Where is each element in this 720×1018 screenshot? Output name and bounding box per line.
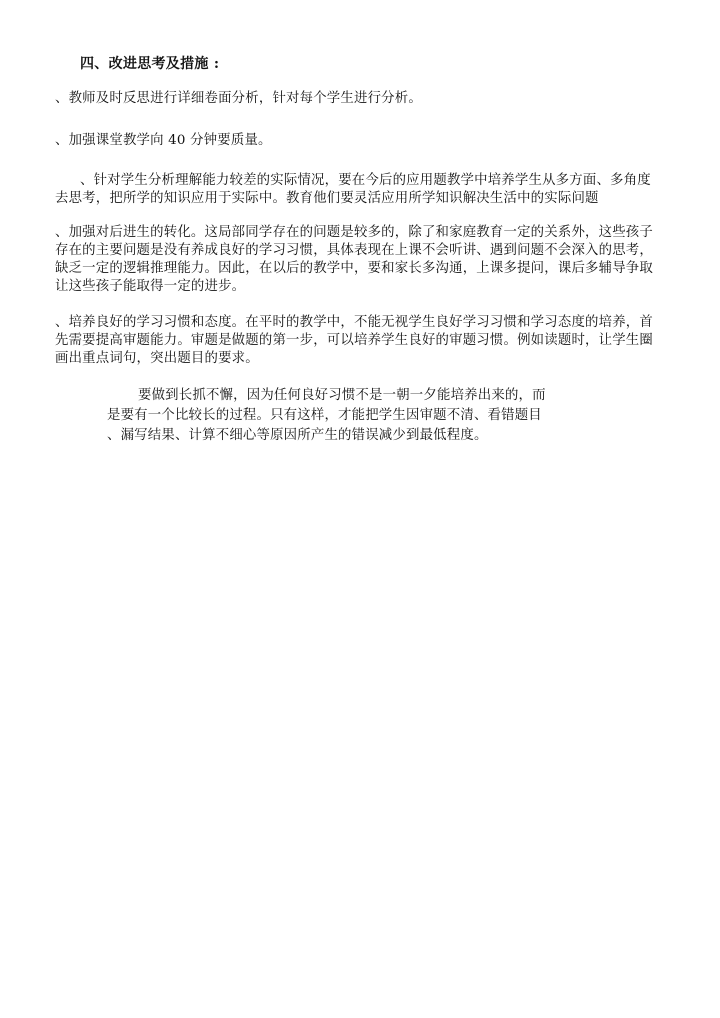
paragraph-line: 去思考，把所学的知识应用于实际中。教育他们要灵活应用所学知识解决生活中的实际问题 [55,191,599,206]
paragraph-line: 要做到长抓不懈，因为任何良好习惯不是一朝一夕能培养出来的，而 [138,388,546,403]
paragraph-classroom-quality: 、加强课堂教学向 40 分钟要质量。 [55,133,272,148]
section-heading: 四、改进思考及措施 : [80,56,220,72]
paragraph-line: 让这些孩子能取得一定的进步。 [55,279,246,294]
paragraph-line: 先需要提高审题能力。审题是做题的第一步，可以培养学生良好的审题习惯。例如读题时，让学生圈 [55,333,653,348]
paragraph-line: 、加强对后进生的转化。这局部同学存在的问题是较多的，除了和家庭教育一定的关系外，这些孩子 [55,225,653,240]
paragraph-line: 、培养良好的学习习惯和态度。在平时的教学中，不能无视学生良好学习习惯和学习态度的培养，首 [55,315,653,330]
paragraph-line: 画出重点词句，突出题目的要求。 [55,351,259,366]
paragraph-line: 缺乏一定的逻辑推理能力。因此，在以后的教学中，要和家长多沟通，上课多提问，课后多辅导争取 [55,261,653,276]
paragraph-line: 、针对学生分析理解能力较差的实际情况，要在今后的应用题教学中培养学生从多方面、多角度 [80,173,651,188]
paragraph-line: 、漏写结果、计算不细心等原因所产生的错误减少到最低程度。 [107,428,488,443]
paragraph-line: 存在的主要问题是没有养成良好的学习习惯，具体表现在上课不会听讲、遇到问题不会深入的思考， [55,243,653,258]
paragraph-reflection: 、教师及时反思进行详细卷面分析，针对每个学生进行分析。 [55,91,422,106]
paragraph-line: 是要有一个比较长的过程。只有这样，才能把学生因审题不清、看错题目 [107,408,542,423]
